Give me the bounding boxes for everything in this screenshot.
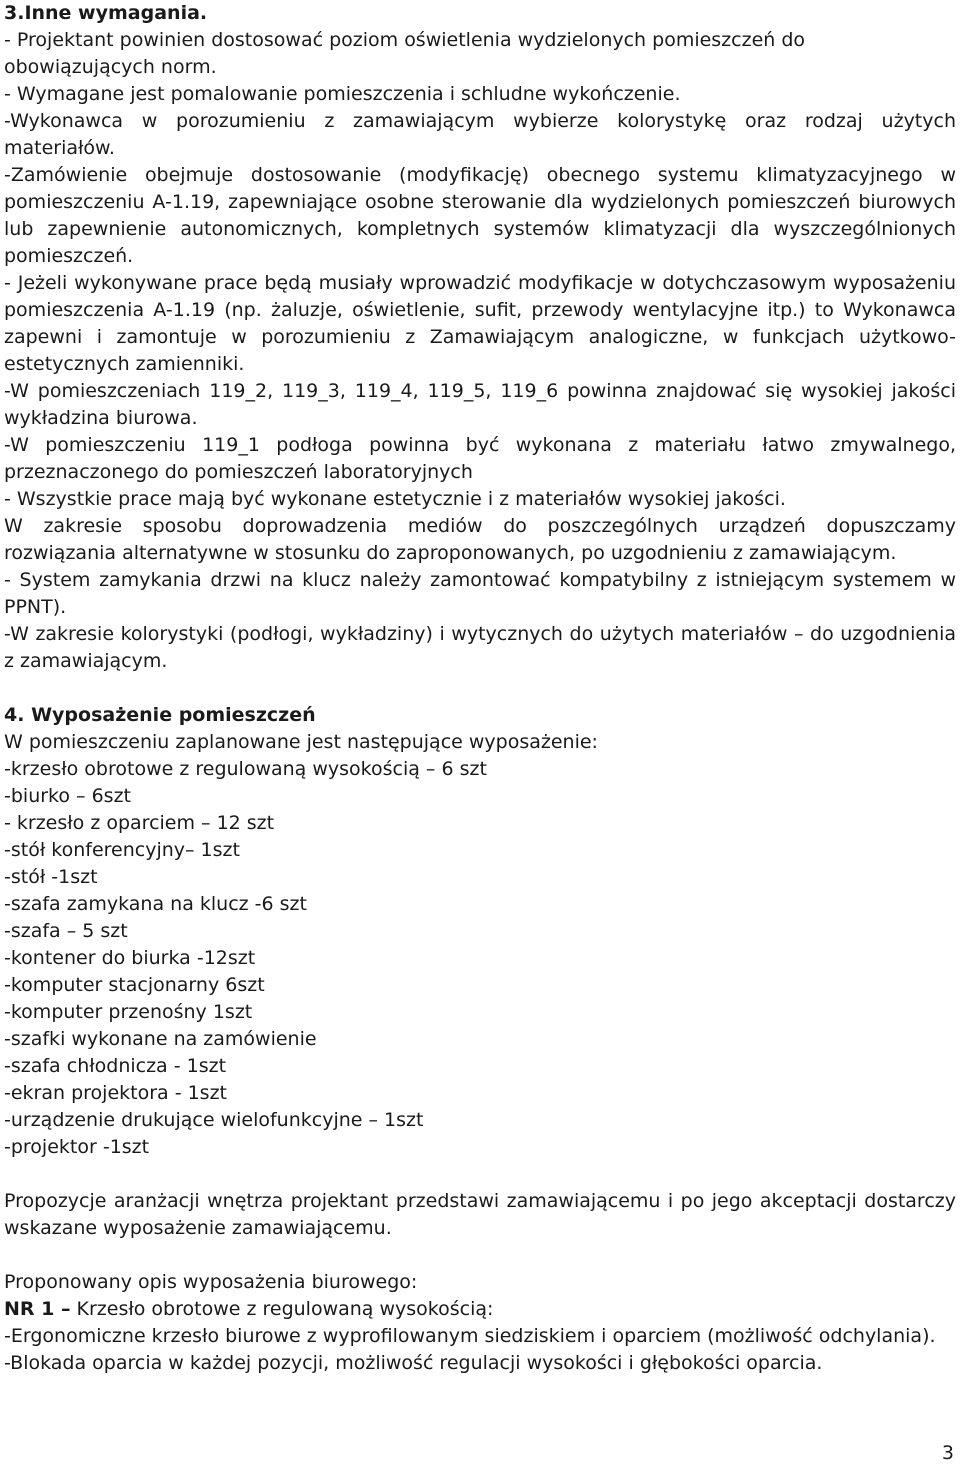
equipment-list [4, 756, 956, 1161]
list-item: -szafki wykonane na zamówienie [4, 1028, 317, 1050]
list-item: -szafa – 5 szt [4, 920, 128, 942]
page-number: 3 [941, 1442, 954, 1464]
spacer [4, 1161, 956, 1188]
spacer [4, 675, 956, 702]
paragraph: - Wszystkie prace mają być wykonane estetycznie i z materiałów wysokiej jakości. [4, 488, 786, 510]
proposed-description-title: Proponowany opis wyposażenia biurowego: [4, 1271, 418, 1293]
list-item: -komputer przenośny 1szt [4, 1001, 253, 1023]
section-4-title: Wyposażenie pomieszczeń [31, 704, 316, 726]
list-item: -komputer stacjonarny 6szt [4, 974, 265, 996]
section-4-number: 4. [4, 704, 25, 726]
list-item: -stół konferencyjny– 1szt [4, 839, 240, 861]
paragraph: -Zamówienie obejmuje dostosowanie (modyfikację) obecnego systemu klimatyzacyjnego w pomieszczeniu A-1.19, zapewniające osobne sterowanie dla wydzielonych pomieszczeń biurowych lub zapewnienie autonomicznych, kompletnych systemów klimatyzacji dla wyszczególnionych pomieszczeń. [4, 164, 956, 267]
section-3-heading: 3.Inne wymagania. [4, 2, 208, 24]
spacer [4, 1242, 956, 1269]
list-item: -biurko – 6szt [4, 785, 131, 807]
paragraph: - Projektant powinien dostosować poziom oświetlenia wydzielonych pomieszczeń do obowiązujących norm. [4, 29, 806, 78]
list-item: -kontener do biurka -12szt [4, 947, 256, 969]
paragraph: -W pomieszczeniu 119_1 podłoga powinna być wykonana z materiału łatwo zmywalnego, przeznaczonego do pomieszczeń laboratoryjnych [4, 434, 956, 483]
paragraph: -W pomieszczeniach 119_2, 119_3, 119_4, 119_5, 119_6 powinna znajdować się wysokiej jakości wykładzina biurowa. [4, 380, 956, 429]
nr1-description: -Ergonomiczne krzesło biurowe z wyprofilowanym siedziskiem i oparciem (możliwość odchylania). [4, 1325, 936, 1347]
nr1-label: NR 1 – [4, 1298, 71, 1320]
paragraph: - Jeżeli wykonywane prace będą musiały wprowadzić modyfikacje w dotychczasowym wyposażeniu pomieszczenia A-1.19 (np. żaluzje, oświetlenie, sufit, przewody wentylacyjne itp.) to Wykonawca zapewni i zamontuje w porozumieniu z Zamawiającym analogiczne, w funkcjach użytkowo-estetycznych zamienniki. [4, 272, 956, 375]
arrangement-paragraph: Propozycje aranżacji wnętrza projektant przedstawi zamawiającemu i po jego akceptacji dostarczy wskazane wyposażenie zamawiającemu. [4, 1190, 956, 1239]
paragraph: -Wykonawca w porozumieniu z zamawiającym wybierze kolorystykę oraz rodzaj użytych materiałów. [4, 110, 956, 159]
equipment-intro: W pomieszczeniu zaplanowane jest następujące wyposażenie: [4, 731, 598, 753]
list-item: -krzesło obrotowe z regulowaną wysokością – 6 szt [4, 758, 487, 780]
list-item: -szafa chłodnicza - 1szt [4, 1055, 227, 1077]
list-item: -szafa zamykana na klucz -6 szt [4, 893, 307, 915]
nr1-line [4, 1296, 956, 1323]
list-item: -ekran projektora - 1szt [4, 1082, 228, 1104]
paragraph: -W zakresie kolorystyki (podłogi, wykładziny) i wytycznych do użytych materiałów – do uzgodnienia z zamawiającym. [4, 623, 956, 672]
document-page [4, 0, 956, 1377]
paragraph: - System zamykania drzwi na klucz należy zamontować kompatybilny z istniejącym systemem w PPNT). [4, 569, 956, 618]
paragraph: W zakresie sposobu doprowadzenia mediów do poszczególnych urządzeń dopuszczamy rozwiązania alternatywne w stosunku do zaproponowanych, po uzgodnieniu z zamawiającym. [4, 515, 956, 564]
list-item: -stół -1szt [4, 866, 98, 888]
list-item: - krzesło z oparciem – 12 szt [4, 812, 275, 834]
section-4-heading [4, 702, 956, 729]
list-item: -projektor -1szt [4, 1136, 150, 1158]
nr1-description: -Blokada oparcia w każdej pozycji, możliwość regulacji wysokości i głębokości oparcia. [4, 1352, 823, 1374]
nr1-text: Krzesło obrotowe z regulowaną wysokością: [70, 1298, 494, 1320]
list-item: -urządzenie drukujące wielofunkcyjne – 1szt [4, 1109, 424, 1131]
paragraph: - Wymagane jest pomalowanie pomieszczenia i schludne wykończenie. [4, 83, 681, 105]
